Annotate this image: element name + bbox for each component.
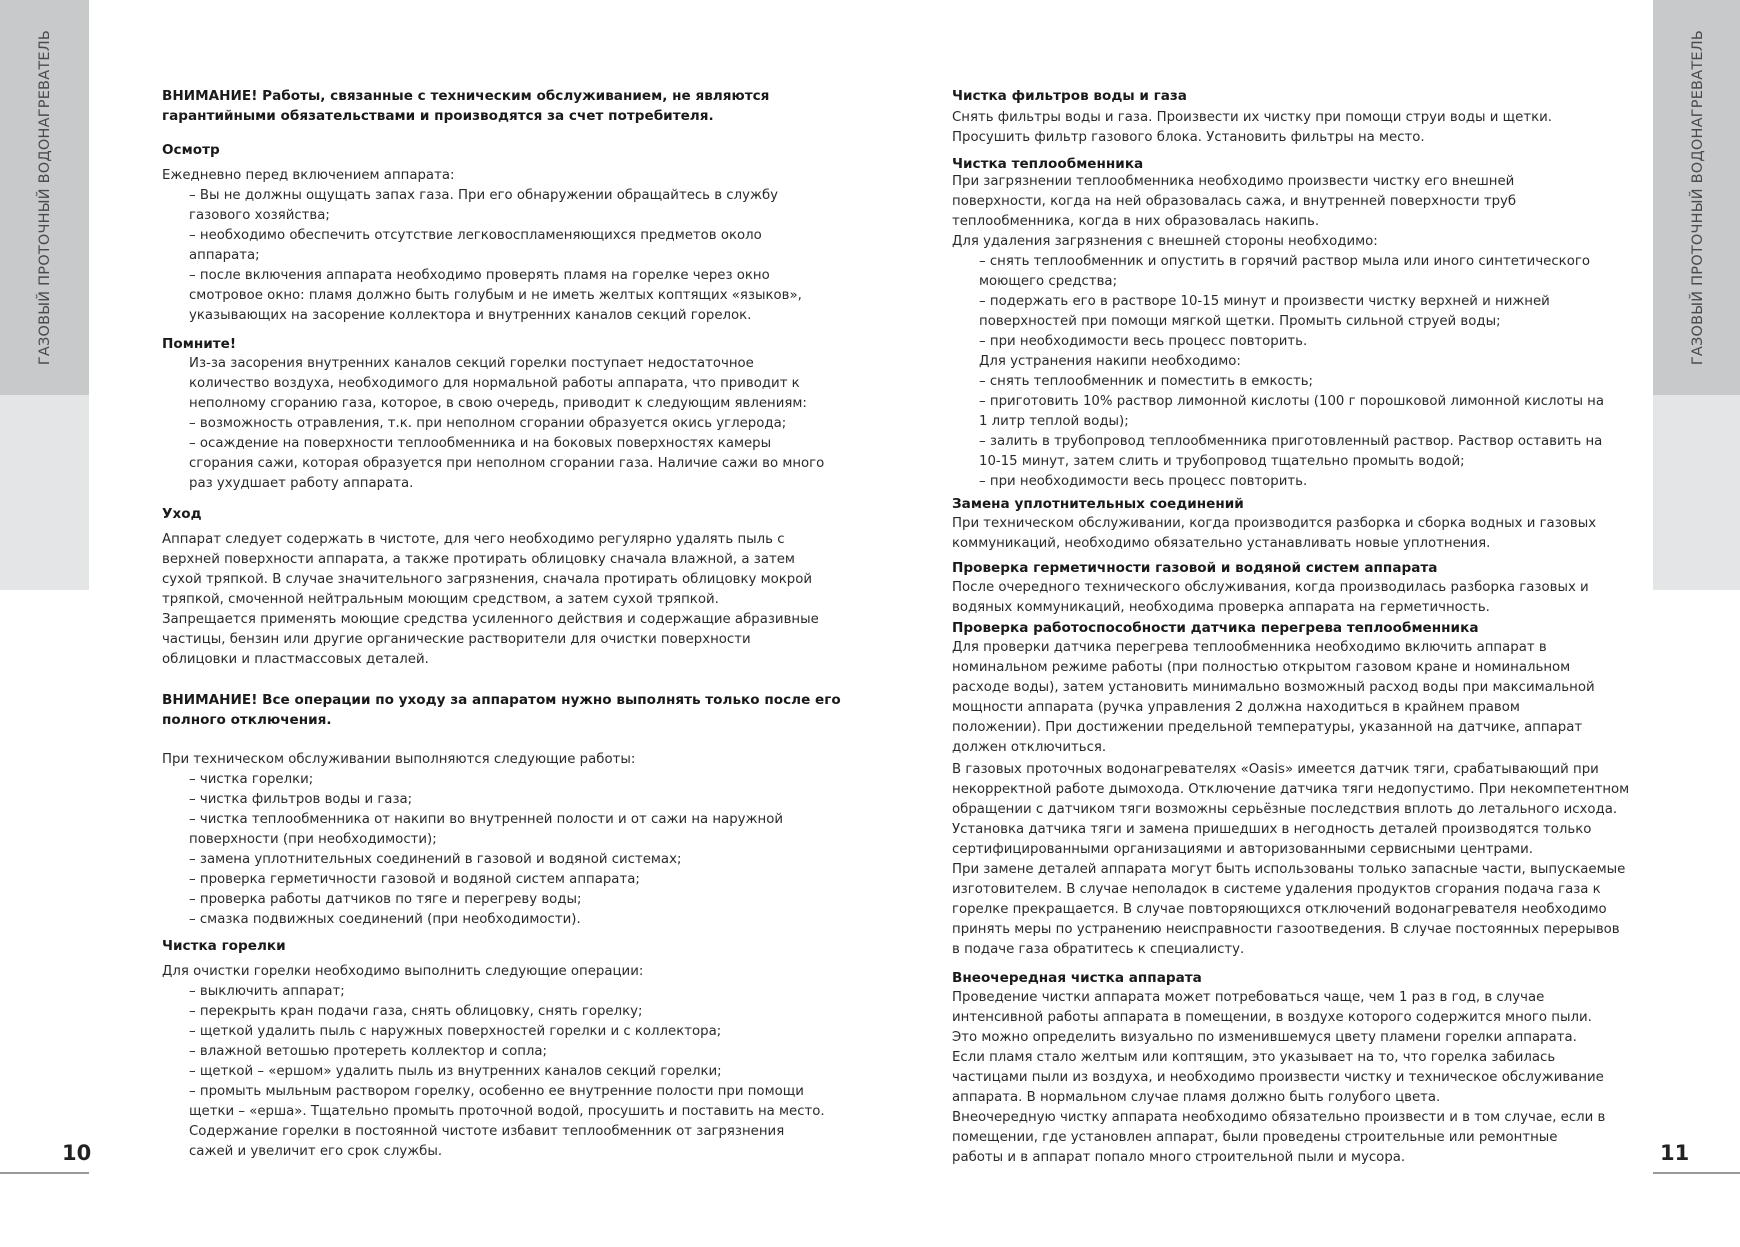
right-text-line: При техническом обслуживании, когда производится разборка и сборка водных и газовых [952, 516, 1597, 531]
left-text-line: – перекрыть кран подачи газа, снять облицовку, снять горелку; [189, 1004, 643, 1019]
left-heading-line: Помните! [162, 336, 237, 352]
left-text-line: – чистка теплообменника от накипи во внутренней полости и от сажи на наружной [189, 812, 783, 827]
right-text-line: расходе воды), затем установить минимально возможный расход воды при максимальной [952, 680, 1595, 695]
right-text-line: После очередного технического обслуживания, когда производилась разборка газовых и [952, 580, 1589, 595]
left-text-line: верхней поверхности аппарата, а также протирать облицовку сначала влажной, а затем [162, 552, 795, 567]
right-text-line: 10-15 минут, затем слить и трубопровод тщательно промыть водой; [979, 454, 1465, 469]
right-text-line: поверхности, когда на ней образовалась сажа, и внутренней поверхности труб [952, 194, 1517, 209]
right-text-line: интенсивной работы аппарата в помещении, в воздухе которого содержится много пыли. [952, 1010, 1592, 1025]
left-text-line: аппарата; [189, 248, 260, 263]
page-rule-left [0, 1172, 89, 1174]
left-heading-line: ВНИМАНИЕ! Работы, связанные с техническим обслуживанием, не являются [162, 88, 770, 104]
left-text-line: газового хозяйства; [189, 208, 330, 223]
right-text-line: обращении с датчиком тяги возможны серьёзные последствия вплоть до летального исхода. [952, 802, 1618, 817]
right-text-line: аппарата. В нормальном случае пламя должно быть голубого цвета. [952, 1090, 1441, 1105]
right-text-line: изготовителем. В случае неполадок в системе удаления продуктов сгорания подача газа к [952, 882, 1601, 897]
right-heading-line: Проверка герметичности газовой и водяной систем аппарата [952, 560, 1438, 576]
right-text-line: Просушить фильтр газового блока. Установить фильтры на место. [952, 130, 1425, 145]
right-heading-line: Чистка теплообменника [952, 156, 1144, 172]
left-text-line: тряпкой, смоченной нейтральным моющим средством, а затем сухой тряпкой. [162, 592, 719, 607]
left-text-line: – Вы не должны ощущать запах газа. При его обнаружении обращайтесь в службу [189, 188, 779, 203]
right-text-line: Внеочередную чистку аппарата необходимо обязательно произвести и в том случае, если в [952, 1110, 1606, 1125]
page-number-right: 11 [1660, 1141, 1690, 1165]
left-text-line: – проверка герметичности газовой и водяной систем аппарата; [189, 872, 640, 887]
right-text-line: принять меры по устранению неисправности газоотведения. В случае постоянных перерывов [952, 922, 1620, 937]
left-text-line: частицы, бензин или другие органические растворители для очистки поверхности [162, 632, 751, 647]
right-text-line: поверхностей при помощи мягкой щетки. Промыть сильной струей воды; [979, 314, 1501, 329]
left-text-line: – чистка горелки; [189, 772, 314, 787]
left-text-line: – влажной ветошью протереть коллектор и сопла; [189, 1044, 548, 1059]
left-text-line: – чистка фильтров воды и газа; [189, 792, 413, 807]
right-text-line: номинальном режиме работы (при полностью открытом газовом кране и номинальном [952, 660, 1571, 675]
right-text-line: Для удаления загрязнения с внешней стороны необходимо: [952, 234, 1378, 249]
left-text-line: – после включения аппарата необходимо проверять пламя на горелке через окно [189, 268, 770, 283]
side-tab-right [1653, 0, 1740, 590]
left-text-line: – смазка подвижных соединений (при необходимости). [189, 912, 581, 927]
left-text-line: Запрещается применять моющие средства усиленного действия и содержащие абразивные [162, 612, 819, 627]
left-text-line: поверхности (при необходимости); [189, 832, 437, 847]
left-text-line: облицовки и пластмассовых деталей. [162, 652, 429, 667]
right-text-line: Для проверки датчика перегрева теплообменника необходимо включить аппарат в [952, 640, 1547, 655]
page-rule-right [1653, 1172, 1740, 1174]
right-text-line: – снять теплообменник и поместить в емкость; [979, 374, 1314, 389]
right-text-line: При замене деталей аппарата могут быть использованы только запасные части, выпускаемые [952, 862, 1626, 877]
right-heading-line: Чистка фильтров воды и газа [952, 88, 1187, 104]
left-text-line: сухой тряпкой. В случае значительного загрязнения, сначала протирать облицовку мокрой [162, 572, 812, 587]
side-title-left: ГАЗОВЫЙ ПРОТОЧНЫЙ ВОДОНАГРЕВАТЕЛЬ [36, 29, 53, 366]
left-text-line: Для очистки горелки необходимо выполнить следующие операции: [162, 964, 644, 979]
right-text-line: При загрязнении теплообменника необходимо произвести чистку его внешней [952, 174, 1515, 189]
right-text-line: – залить в трубопровод теплообменника приготовленный раствор. Раствор оставить на [979, 434, 1603, 449]
left-heading-line: ВНИМАНИЕ! Все операции по уходу за аппаратом нужно выполнять только после его [162, 692, 841, 708]
left-text-line: указывающих на засорение коллектора и внутренних каналов секций горелок. [189, 308, 752, 323]
left-heading-line: Осмотр [162, 142, 220, 158]
right-text-line: в подаче газа обратитесь к специалисту. [952, 942, 1245, 957]
left-text-line: – необходимо обеспечить отсутствие легковоспламеняющихся предметов около [189, 228, 762, 243]
right-text-line: помещении, где установлен аппарат, были проведены строительные или ремонтные [952, 1130, 1558, 1145]
left-text-line: сажей и увеличит его срок службы. [189, 1144, 443, 1159]
right-text-line: должен отключиться. [952, 740, 1107, 755]
right-text-line: водяных коммуникаций, необходима проверка аппарата на герметичность. [952, 600, 1490, 615]
left-text-line: – осаждение на поверхности теплообменника и на боковых поверхностях камеры [189, 436, 772, 451]
right-text-line: Для устранения накипи необходимо: [979, 354, 1241, 369]
right-text-line: некорректной работе дымохода. Отключение датчика тяги недопустимо. При некомпетентном [952, 782, 1630, 797]
right-text-line: В газовых проточных водонагревателях «Oasis» имеется датчик тяги, срабатывающий при [952, 762, 1599, 777]
left-heading-line: Чистка горелки [162, 938, 286, 954]
left-text-line: При техническом обслуживании выполняются следующие работы: [162, 752, 636, 767]
right-text-line: Это можно определить визуально по изменившемуся цвету пламени горелки аппарата. [952, 1030, 1577, 1045]
right-text-line: – подержать его в растворе 10-15 минут и произвести чистку верхней и нижней [979, 294, 1550, 309]
left-text-line: раз ухудшает работу аппарата. [189, 476, 414, 491]
left-text-line: Ежедневно перед включением аппарата: [162, 168, 455, 183]
right-text-line: теплообменника, когда в них образовалась накипь. [952, 214, 1320, 229]
right-text-line: положении). При достижении предельной температуры, указанной на датчике, аппарат [952, 720, 1583, 735]
side-tab-left [0, 0, 89, 590]
right-heading-line: Замена уплотнительных соединений [952, 496, 1244, 512]
right-text-line: Снять фильтры воды и газа. Произвести их чистку при помощи струи воды и щетки. [952, 110, 1552, 125]
left-text-line: сгорания сажи, которая образуется при неполном сгорании газа. Наличие сажи во много [189, 456, 825, 471]
right-text-line: – при необходимости весь процесс повторить. [979, 474, 1308, 489]
left-text-line: щетки – «ерша». Тщательно промыть проточной водой, просушить и поставить на место. [189, 1104, 825, 1119]
side-title-right: ГАЗОВЫЙ ПРОТОЧНЫЙ ВОДОНАГРЕВАТЕЛЬ [1689, 29, 1706, 366]
right-text-line: – снять теплообменник и опустить в горячий раствор мыла или иного синтетического [979, 254, 1590, 269]
right-text-line: работы и в аппарат попало много строительной пыли и мусора. [952, 1150, 1406, 1165]
right-text-line: Установка датчика тяги и замена пришедших в негодность деталей производятся только [952, 822, 1592, 837]
left-text-line: – промыть мыльным раствором горелку, особенно ее внутренние полости при помощи [189, 1084, 804, 1099]
right-text-line: частицами пыли из воздуха, и необходимо произвести чистку и техническое обслуживание [952, 1070, 1604, 1085]
left-text-line: Аппарат следует содержать в чистоте, для чего необходимо регулярно удалять пыль с [162, 532, 785, 547]
right-text-line: Проведение чистки аппарата может потребоваться чаще, чем 1 раз в год, в случае [952, 990, 1545, 1005]
left-heading-line: полного отключения. [162, 712, 332, 728]
right-text-line: мощности аппарата (ручка управления 2 должна находиться в крайнем правом [952, 700, 1520, 715]
right-text-line: Если пламя стало желтым или коптящим, это указывает на то, что горелка забилась [952, 1050, 1556, 1065]
left-text-line: – щеткой удалить пыль с наружных поверхностей горелки и с коллектора; [189, 1024, 722, 1039]
left-text-line: количество воздуха, необходимого для нормальной работы аппарата, что приводит к [189, 376, 800, 391]
left-text-line: – замена уплотнительных соединений в газовой и водяной системах; [189, 852, 682, 867]
right-heading-line: Проверка работоспособности датчика перегрева теплообменника [952, 620, 1479, 636]
right-heading-line: Внеочередная чистка аппарата [952, 970, 1202, 986]
right-text-line: – при необходимости весь процесс повторить. [979, 334, 1308, 349]
right-text-line: сертифицированными организациями и авторизованными сервисными центрами. [952, 842, 1533, 857]
right-text-line: горелке прекращается. В случае повторяющихся отключений водонагревателя необходимо [952, 902, 1607, 917]
left-text-line: смотровое окно: пламя должно быть голубым и не иметь желтых коптящих «языков», [189, 288, 802, 303]
left-text-line: Из-за засорения внутренних каналов секций горелки поступает недостаточное [189, 356, 754, 371]
right-text-line: коммуникаций, необходимо обязательно устанавливать новые уплотнения. [952, 536, 1491, 551]
right-text-line: моющего средства; [979, 274, 1118, 289]
left-text-line: Содержание горелки в постоянной чистоте избавит теплообменник от загрязнения [189, 1124, 785, 1139]
left-text-line: – выключить аппарат; [189, 984, 345, 999]
left-text-line: – проверка работы датчиков по тяге и перегреву воды; [189, 892, 582, 907]
right-text-line: 1 литр теплой воды); [979, 414, 1129, 429]
left-heading-line: Уход [162, 506, 202, 522]
left-text-line: – возможность отравления, т.к. при неполном сгорании образуется окись углерода; [189, 416, 787, 431]
right-text-line: – приготовить 10% раствор лимонной кислоты (100 г порошковой лимонной кислоты на [979, 394, 1605, 409]
page-number-left: 10 [62, 1141, 92, 1165]
left-text-line: – щеткой – «ершом» удалить пыль из внутренних каналов секций горелки; [189, 1064, 722, 1079]
left-text-line: неполному сгоранию газа, которое, в свою очередь, приводит к следующим явлениям: [189, 396, 807, 411]
left-heading-line: гарантийными обязательствами и производятся за счет потребителя. [162, 108, 714, 124]
